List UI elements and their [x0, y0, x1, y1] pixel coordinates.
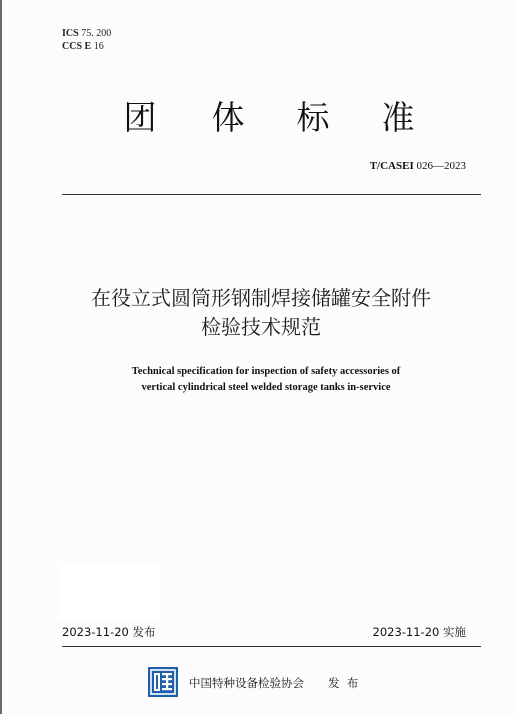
publish-date: 2023-11-20 发布 — [62, 625, 156, 639]
standard-number — [370, 159, 466, 173]
publisher-name: 中国特种设备检验协会 — [189, 676, 304, 690]
standard-code: 026—2023 — [416, 160, 466, 172]
top-divider — [62, 194, 481, 195]
standard-prefix: T/CASEI — [369, 160, 414, 172]
cn-title-line-1: 在役立式圆筒形钢制焊接储罐安全附件 — [91, 286, 431, 310]
en-title-line-1: Technical specification for inspection of safety accessories of — [131, 366, 401, 377]
en-title-line-2: vertical cylindrical steel welded storage tanks in-service — [141, 382, 391, 393]
ics-code — [62, 28, 111, 40]
implement-date: 2023-11-20 实施 — [372, 625, 466, 639]
publish-label: 发 布 — [328, 676, 359, 690]
bottom-divider — [62, 646, 481, 647]
cn-title-line-2: 检验技术规范 — [201, 315, 321, 339]
doc-type-char-1: 团 — [123, 98, 157, 137]
ccs-code — [62, 41, 104, 53]
ics-value: 75. 200 — [81, 28, 112, 39]
association-logo-icon — [148, 667, 178, 697]
doc-type-char-3: 标 — [296, 98, 330, 137]
doc-type-char-4: 准 — [381, 98, 415, 137]
doc-type-char-2: 体 — [211, 98, 245, 137]
ccs-value: 16 — [93, 41, 104, 52]
ccs-label: CCS E — [62, 41, 92, 52]
scan-edge — [0, 0, 2, 714]
ics-label: ICS — [62, 28, 79, 39]
blank-area — [58, 566, 160, 620]
